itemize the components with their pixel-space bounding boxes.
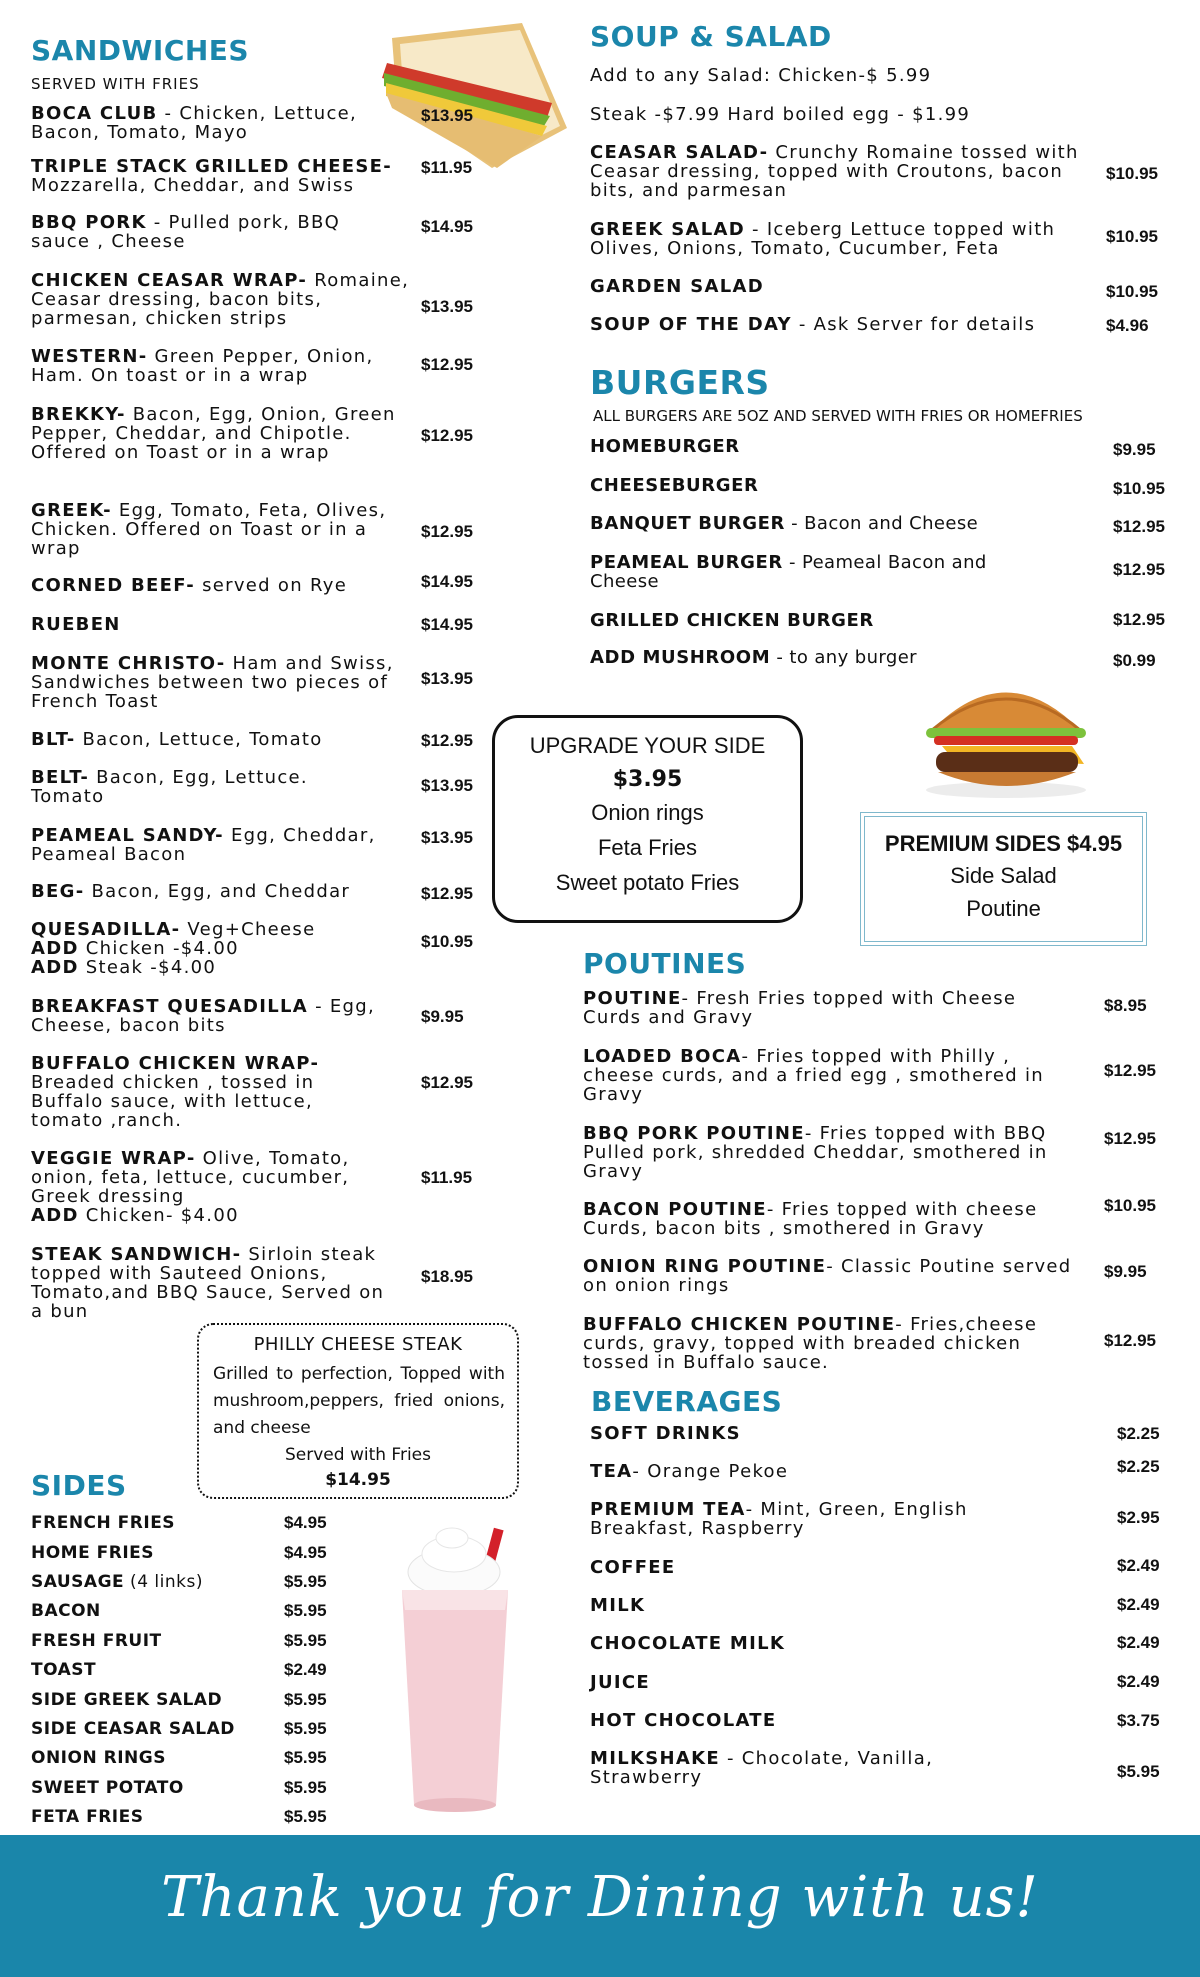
sandwich-item [31, 615, 401, 634]
sandwich-desc: Bacon, Lettuce, Tomato [75, 729, 323, 750]
side-price: $5.95 [284, 1631, 327, 1650]
burger-item [590, 476, 1010, 495]
side-price: $4.95 [284, 1513, 327, 1532]
burger-desc: - Bacon and Cheese [785, 513, 979, 534]
poutine-price: $10.95 [1104, 1196, 1156, 1215]
poutine-name: ONION RING POUTINE [583, 1256, 827, 1277]
side-name: FRENCH FRIES [31, 1513, 176, 1533]
philly-cheese-steak-box [197, 1323, 519, 1499]
upgrade-item: Onion rings [591, 800, 704, 825]
sandwich-desc: Ham and Swiss, Sandwiches between two pieces of French Toast [31, 653, 394, 712]
salad-desc: - Ask Server for details [791, 314, 1036, 335]
poutine-item [583, 1047, 1073, 1104]
sandwich-add: ADD [31, 957, 79, 978]
salad-price: $10.95 [1106, 227, 1158, 246]
poutine-item [583, 1257, 1083, 1295]
beverage-price: $2.95 [1117, 1508, 1160, 1527]
side-name: SAUSAGE [31, 1572, 125, 1592]
sandwich-desc: - Egg, Cheese, bacon bits [31, 996, 376, 1036]
sandwich-item [31, 501, 411, 558]
burger-price: $12.95 [1113, 517, 1165, 536]
beverage-item [590, 1711, 1070, 1730]
beverage-desc: - Chocolate, Vanilla, Strawberry [590, 1748, 934, 1788]
side-price: $2.49 [284, 1660, 327, 1679]
poutine-item [583, 1315, 1083, 1372]
sandwich-item [31, 405, 401, 462]
beverage-price: $2.25 [1117, 1424, 1160, 1443]
salad-name: GARDEN SALAD [590, 276, 764, 297]
beverage-item [590, 1596, 1070, 1615]
sandwich-desc: Veg+Cheese [180, 919, 316, 940]
sandwich-item [31, 213, 381, 251]
sandwich-item [31, 576, 421, 595]
poutine-item [583, 989, 1073, 1027]
sandwich-price: $12.95 [421, 1073, 473, 1092]
sandwich-name: CORNED BEEF- [31, 575, 196, 596]
side-price: $5.95 [284, 1719, 327, 1738]
sandwich-item [31, 768, 361, 806]
sandwiches-title: SANDWICHES [31, 34, 250, 67]
side-item-sausage [31, 1572, 203, 1592]
poutine-price: $8.95 [1104, 996, 1147, 1015]
beverage-name: MILKSHAKE [590, 1748, 720, 1769]
sandwich-name: STEAK SANDWICH- [31, 1244, 242, 1265]
philly-title: PHILLY CHEESE STEAK [253, 1334, 463, 1355]
beverage-item [590, 1673, 1070, 1692]
philly-note: Served with Fries [285, 1445, 431, 1465]
salad-name: GREEK SALAD [590, 219, 745, 240]
poutine-desc: - Fries topped with BBQ Pulled pork, shredded Cheddar, smothered in Gravy [583, 1123, 1048, 1182]
sandwich-price: $13.95 [421, 297, 473, 316]
salad-price: $4.96 [1106, 316, 1149, 335]
beverage-price: $3.75 [1117, 1711, 1160, 1730]
sandwich-price: $9.95 [421, 1007, 464, 1026]
upgrade-title: UPGRADE YOUR SIDE [529, 733, 766, 758]
sandwich-desc: Breaded chicken , tossed in Buffalo sauce, with lettuce, tomato ,ranch. [31, 1072, 315, 1131]
poutine-name: BUFFALO CHICKEN POUTINE [583, 1314, 896, 1335]
burger-name: CHEESEBURGER [590, 475, 759, 496]
upgrade-item: Feta Fries [597, 835, 698, 860]
beverage-item [590, 1500, 1070, 1538]
poutine-desc: - Fries,cheese curds, gravy, topped with breaded chicken tossed in Buffalo sauce. [583, 1314, 1038, 1373]
sandwich-item [31, 654, 401, 711]
philly-desc: Grilled to perfection, Topped with mushroom,peppers, fried onions, and cheese [213, 1364, 505, 1438]
burger-price: $12.95 [1113, 610, 1165, 629]
sandwich-price: $11.95 [421, 158, 473, 177]
poutine-name: POUTINE [583, 988, 682, 1009]
sandwich-name: GREEK- [31, 500, 112, 521]
sandwich-item [31, 882, 421, 901]
sandwich-desc: Bacon, Egg, and Cheddar [84, 881, 351, 902]
sandwich-price: $13.95 [421, 776, 473, 795]
burger-item [590, 553, 1010, 591]
beverage-item [590, 1462, 1070, 1481]
premium-sides-box [860, 812, 1147, 946]
premium-title: PREMIUM SIDES $4.95 [884, 831, 1123, 856]
sandwich-add-desc: Steak -$4.00 [78, 957, 217, 978]
sandwich-desc: Mozzarella, Cheddar, and Swiss [31, 175, 355, 196]
sandwich-price: $13.95 [421, 828, 473, 847]
sandwich-name: QUESADILLA- [31, 919, 181, 940]
burger-image [912, 660, 1100, 802]
side-price: $5.95 [284, 1572, 327, 1591]
burger-item [590, 611, 1010, 630]
salad-name: SOUP OF THE DAY [590, 314, 792, 335]
poutine-price: $9.95 [1104, 1262, 1147, 1281]
beverage-desc: - Orange Pekoe [632, 1461, 789, 1482]
sandwich-price: $18.95 [421, 1267, 473, 1286]
soup-salad-note: Add to any Salad: Chicken-$ 5.99 [590, 65, 932, 86]
poutine-price: $12.95 [1104, 1331, 1156, 1350]
sandwich-add-desc: Chicken -$4.00 [78, 938, 239, 959]
sandwich-item [31, 104, 401, 142]
sandwich-price: $12.95 [421, 731, 473, 750]
beverage-name: HOT CHOCOLATE [590, 1710, 777, 1731]
poutine-desc: - Classic Poutine served on onion rings [583, 1256, 1072, 1296]
beverage-name: JUICE [590, 1672, 651, 1693]
sandwich-name: BUFFALO CHICKEN WRAP- [31, 1053, 320, 1074]
side-name: FRESH FRUIT [31, 1631, 162, 1651]
burger-name: HOMEBURGER [590, 436, 740, 457]
poutine-name: LOADED BOCA [583, 1046, 742, 1067]
beverage-name: SOFT DRINKS [590, 1423, 741, 1444]
salad-item [590, 277, 1090, 296]
sandwich-add: ADD [31, 938, 79, 959]
side-name: FETA FRIES [31, 1807, 144, 1827]
burgers-title: BURGERS [590, 363, 770, 402]
burger-desc: - Peameal Bacon and Cheese [590, 552, 987, 592]
burger-name: ADD MUSHROOM [590, 647, 771, 668]
beverage-item [590, 1424, 1070, 1443]
side-name: TOAST [31, 1660, 97, 1680]
poutine-name: BACON POUTINE [583, 1199, 767, 1220]
sandwich-desc: Sirloin steak topped with Sauteed Onions, Tomato,and BBQ Sauce, Served on a bun [31, 1244, 385, 1322]
sandwich-price: $13.95 [421, 669, 473, 688]
sandwich-name: BREKKY- [31, 404, 126, 425]
side-price: $5.95 [284, 1807, 327, 1826]
beverage-name: MILK [590, 1595, 646, 1616]
upgrade-price: $3.95 [612, 767, 683, 792]
soup-salad-note: Steak -$7.99 Hard boiled egg - $1.99 [590, 104, 971, 125]
poutine-price: $12.95 [1104, 1129, 1156, 1148]
beverage-item [590, 1749, 990, 1787]
side-name: SWEET POTATO [31, 1778, 184, 1798]
sandwich-add-desc: Chicken- $4.00 [78, 1205, 239, 1226]
side-name: BACON [31, 1601, 101, 1621]
sandwich-price: $14.95 [421, 615, 473, 634]
burger-name: BANQUET BURGER [590, 513, 786, 534]
upgrade-side-box [492, 715, 803, 923]
beverage-name: TEA [590, 1461, 633, 1482]
beverage-name: PREMIUM TEA [590, 1499, 746, 1520]
sandwich-price: $12.95 [421, 426, 473, 445]
sandwich-add: ADD [31, 1205, 79, 1226]
sandwich-name: BLT- [31, 729, 76, 750]
sandwich-name: CHICKEN CEASAR WRAP- [31, 270, 308, 291]
side-price: $5.95 [284, 1601, 327, 1620]
sandwich-price: $12.95 [421, 522, 473, 541]
beverage-price: $2.49 [1117, 1556, 1160, 1575]
beverage-item [590, 1558, 1070, 1577]
salad-item [590, 220, 1090, 258]
side-name: HOME FRIES [31, 1543, 155, 1563]
sandwich-item [31, 271, 411, 328]
sandwich-price: $13.95 [421, 106, 473, 125]
poutine-desc: - Fries topped with Philly , cheese curds, and a fried egg , smothered in Gravy [583, 1046, 1044, 1105]
sandwich-price: $14.95 [421, 217, 473, 236]
premium-item: Side Salad [950, 863, 1057, 888]
milkshake-image [392, 1520, 524, 1815]
beverage-price: $2.49 [1117, 1672, 1160, 1691]
sandwich-price: $11.95 [421, 1168, 473, 1187]
burger-item [590, 514, 1010, 533]
sandwich-desc: Green Pepper, Onion, Ham. On toast or in a wrap [31, 346, 374, 386]
salad-item [590, 315, 1090, 334]
side-price: $5.95 [284, 1748, 327, 1767]
sandwich-price: $14.95 [421, 572, 473, 591]
sandwich-desc: served on Rye [195, 575, 348, 596]
beverage-name: COFFEE [590, 1557, 676, 1578]
sandwich-price: $12.95 [421, 355, 473, 374]
poutines-title: POUTINES [583, 947, 747, 980]
burger-price: $0.99 [1113, 651, 1156, 670]
poutine-name: BBQ PORK POUTINE [583, 1123, 805, 1144]
sandwich-name: RUEBEN [31, 614, 121, 635]
sandwich-item [31, 157, 421, 195]
poutine-item [583, 1200, 1083, 1238]
burger-name: GRILLED CHICKEN BURGER [590, 610, 874, 631]
sides-title: SIDES [31, 1469, 127, 1502]
sandwich-image [372, 8, 577, 173]
beverages-title: BEVERAGES [591, 1385, 783, 1418]
sandwich-item [31, 347, 401, 385]
sandwich-desc: - Pulled pork, BBQ sauce , Cheese [31, 212, 341, 252]
burger-item [590, 437, 1010, 456]
side-price: $5.95 [284, 1690, 327, 1709]
poutine-price: $12.95 [1104, 1061, 1156, 1080]
sandwich-item [31, 730, 421, 749]
sandwich-desc: Egg, Tomato, Feta, Olives, Chicken. Offered on Toast or in a wrap [31, 500, 387, 559]
side-name: SIDE CEASAR SALAD [31, 1719, 235, 1739]
premium-item: Poutine [966, 896, 1041, 921]
poutine-desc: - Fries topped with cheese Curds, bacon bits , smothered in Gravy [583, 1199, 1038, 1239]
burger-price: $10.95 [1113, 479, 1165, 498]
beverage-price: $2.49 [1117, 1633, 1160, 1652]
sandwich-desc: Bacon, Egg, Onion, Green Pepper, Cheddar, and Chipotle. Offered on Toast or in a wrap [31, 404, 396, 463]
sandwich-item [31, 1054, 371, 1130]
side-name: ONION RINGS [31, 1748, 166, 1768]
sandwiches-subtitle: SERVED WITH FRIES [31, 75, 200, 93]
burger-price: $12.95 [1113, 560, 1165, 579]
poutine-desc: - Fresh Fries topped with Cheese Curds and Gravy [583, 988, 1017, 1028]
poutine-item [583, 1124, 1083, 1181]
side-extra: (4 links) [124, 1572, 203, 1592]
soup-salad-title: SOUP & SALAD [590, 20, 832, 53]
philly-price: $14.95 [325, 1470, 391, 1490]
beverage-price: $2.25 [1117, 1457, 1160, 1476]
sandwich-desc: Olive, Tomato, onion, feta, lettuce, cucumber, Greek dressing [31, 1148, 350, 1207]
sandwich-item [31, 826, 411, 864]
beverage-price: $5.95 [1117, 1762, 1160, 1781]
sandwich-price: $10.95 [421, 932, 473, 951]
upgrade-item: Sweet potato Fries [555, 870, 740, 895]
salad-desc: Crunchy Romaine tossed with Ceasar dressing, topped with Croutons, bacon bits, and parmesan [590, 142, 1079, 201]
burgers-subtitle: ALL BURGERS ARE 5OZ AND SERVED WITH FRIES OR HOMEFRIES [593, 407, 1083, 425]
sandwich-desc: Egg, Cheddar, Peameal Bacon [31, 825, 376, 865]
sandwich-name: BBQ PORK [31, 212, 147, 233]
salad-price: $10.95 [1106, 282, 1158, 301]
sandwich-name: WESTERN- [31, 346, 148, 367]
sandwich-item [31, 997, 391, 1035]
salad-price: $10.95 [1106, 164, 1158, 183]
beverage-item [590, 1634, 1070, 1653]
sandwich-name: BEG- [31, 881, 85, 902]
beverage-price: $2.49 [1117, 1595, 1160, 1614]
sandwich-item [31, 920, 421, 977]
sandwich-name: TRIPLE STACK GRILLED CHEESE- [31, 156, 393, 177]
salad-desc: - Iceberg Lettuce topped with Olives, Onions, Tomato, Cucumber, Feta [590, 219, 1056, 259]
side-name: SIDE GREEK SALAD [31, 1690, 223, 1710]
burger-name: PEAMEAL BURGER [590, 552, 783, 573]
sandwich-item [31, 1245, 401, 1321]
sandwich-name: MONTE CHRISTO- [31, 653, 226, 674]
salad-item [590, 143, 1090, 200]
sandwich-desc: - Chicken, Lettuce, Bacon, Tomato, Mayo [31, 103, 358, 143]
beverage-name: CHOCOLATE MILK [590, 1633, 786, 1654]
sandwich-name: BELT- [31, 767, 90, 788]
side-price: $5.95 [284, 1778, 327, 1797]
side-price: $4.95 [284, 1543, 327, 1562]
beverage-desc: - Mint, Green, English Breakfast, Raspberry [590, 1499, 968, 1539]
footer-text: Thank you for Dining with us! [161, 1865, 1039, 1930]
sandwich-name: PEAMEAL SANDY- [31, 825, 224, 846]
sandwich-name: VEGGIE WRAP- [31, 1148, 196, 1169]
sandwich-name: BREAKFAST QUESADILLA [31, 996, 309, 1017]
burger-price: $9.95 [1113, 440, 1156, 459]
sandwich-desc: Romaine, Ceasar dressing, bacon bits, parmesan, chicken strips [31, 270, 410, 329]
sandwich-desc: Bacon, Egg, Lettuce. Tomato [31, 767, 308, 807]
sandwich-item [31, 1149, 401, 1225]
sandwich-price: $12.95 [421, 884, 473, 903]
burger-desc: - to any burger [770, 647, 917, 668]
salad-name: CEASAR SALAD- [590, 142, 769, 163]
sandwich-name: BOCA CLUB [31, 103, 158, 124]
